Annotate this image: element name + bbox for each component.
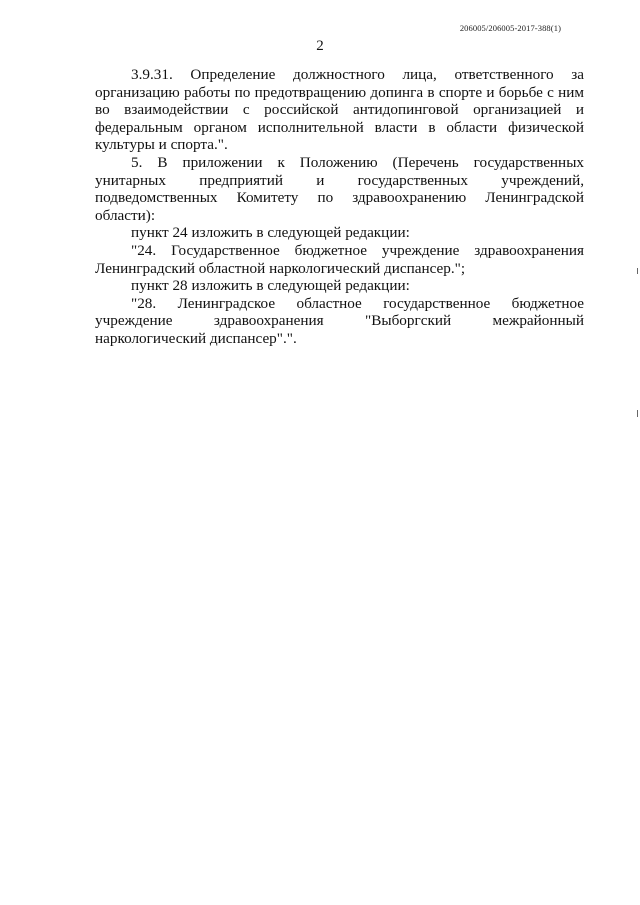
- page-number: 2: [316, 38, 324, 54]
- paragraph-item-24-intro: пункт 24 изложить в следующей редакции:: [131, 224, 410, 242]
- paragraph-3-9-31: 3.9.31. Определение должностного лица, ответственного за организацию работы по предотвращению допинга в спорте и борьбе с ним во взаимодействии с российской антидопинговой организацией и федеральным органом исполнительной власти в области физической культуры и спорта.".: [95, 66, 584, 154]
- document-id: 206005/206005-2017-388(1): [459, 23, 561, 33]
- scan-edge-mark: [637, 410, 638, 417]
- scan-edge-mark: [637, 268, 638, 274]
- paragraph-item-28-text: "28. Ленинградское областное государственное бюджетное учреждение здравоохранения "Выборгский межрайонный наркологический диспансер".".: [95, 294, 584, 347]
- paragraph-5-appendix: 5. В приложении к Положению (Перечень государственных унитарных предприятий и государственных учреждений, подведомственных Комитету по здравоохранению Ленинградской области):: [95, 153, 584, 224]
- document-body: [95, 66, 584, 348]
- paragraph-item-24-text: "24. Государственное бюджетное учреждение здравоохранения Ленинградский областной наркологический диспансер.";: [95, 241, 584, 277]
- paragraph-item-28-intro: пункт 28 изложить в следующей редакции:: [131, 277, 410, 295]
